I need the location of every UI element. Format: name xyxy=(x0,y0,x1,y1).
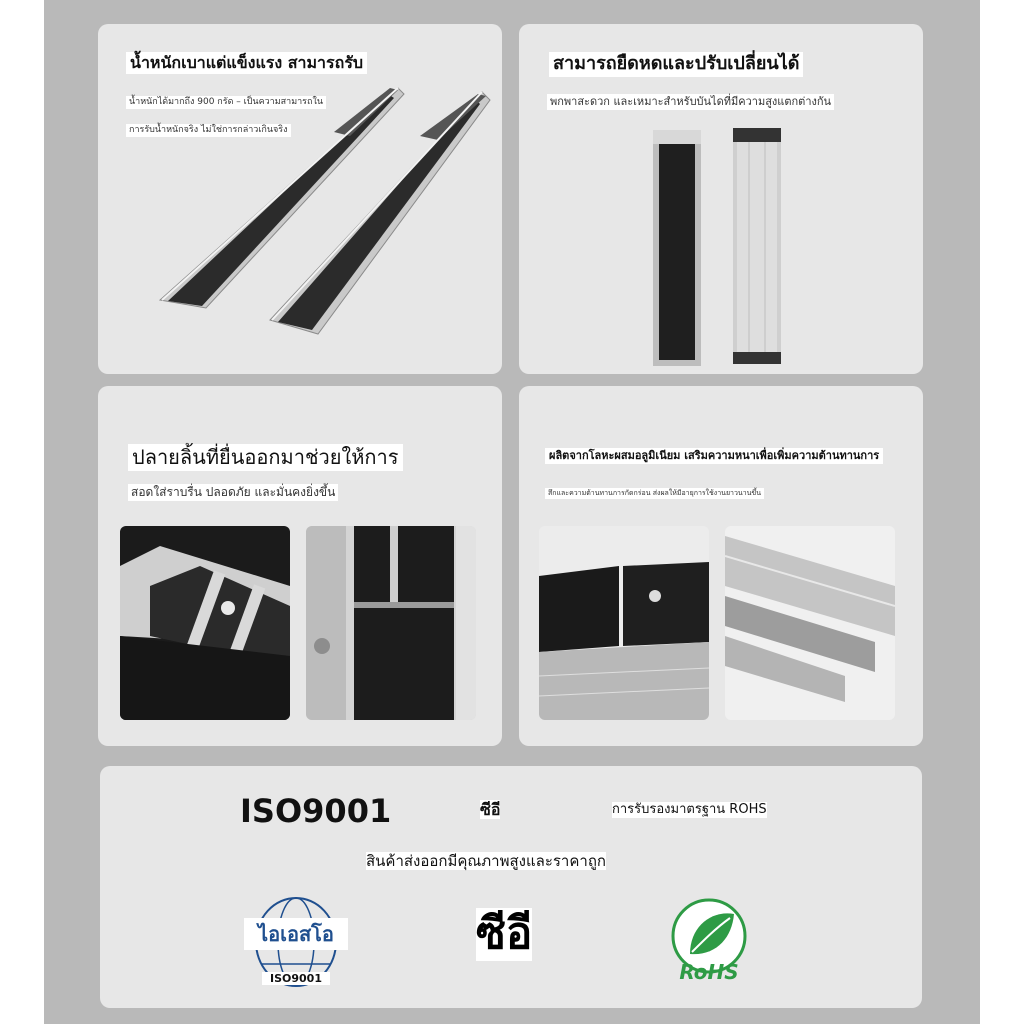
hinge-closeup-photo xyxy=(306,526,476,720)
aluminum-profile-photo xyxy=(725,526,895,720)
iso-logo xyxy=(240,894,352,994)
feature-text-line: สึกและความต้านทานการกัดกร่อน ส่งผลให้มีอายุการใช้งานยาวนานขึ้น xyxy=(545,488,764,499)
tagline: สินค้าส่งออกมีคุณภาพสูงและราคาถูก xyxy=(366,852,606,870)
feature-title: น้ำหนักเบาแต่แข็งแรง สามารถรับ xyxy=(126,52,367,74)
ramp-right xyxy=(270,92,490,334)
feature-title: ปลายลิ้นที่ยื่นออกมาช่วยให้การ xyxy=(128,444,403,471)
certifications-card xyxy=(100,766,922,1008)
rohs-logo-text: RoHS xyxy=(679,960,739,984)
feature-card-lightweight xyxy=(98,24,502,374)
rohs-logo xyxy=(666,896,752,992)
feature-text-line: การรับน้ำหนักจริง ไม่ใช่การกล่าวเกินจริง xyxy=(126,124,291,137)
folded-ramp-grip-side xyxy=(653,130,701,366)
feature-title: สามารถยืดหดและปรับเปลี่ยนได้ xyxy=(549,52,803,77)
ramp-left xyxy=(160,88,404,308)
feature-title: ผลิตจากโลหะผสมอลูมิเนียม เสริมความหนาเพื่อเพิ่มความต้านทานการ xyxy=(545,448,883,464)
ce-logo-text: ซีอี xyxy=(476,908,533,959)
iso-logo-sub: ISO9001 xyxy=(262,972,330,985)
tongue-closeup-photo xyxy=(120,526,290,720)
iso-logo-text: ไอเอสโอ xyxy=(244,918,348,950)
ramp-pair-image xyxy=(98,24,502,374)
feature-card-alloy xyxy=(519,386,923,746)
rohs-heading: การรับรองมาตรฐาน ROHS xyxy=(612,802,767,817)
folded-ramp-image xyxy=(519,24,923,374)
feature-text-line: พกพาสะดวก และเหมาะสำหรับบันไดที่มีความสูงแตกต่างกัน xyxy=(547,94,834,110)
feature-card-adjustable xyxy=(519,24,923,374)
iso-heading: ISO9001 xyxy=(240,792,392,830)
grip-edge-photo xyxy=(539,526,709,720)
feature-text-line: น้ำหนักได้มากถึง 900 กรัด – เป็นความสามารถใน xyxy=(126,96,326,109)
feature-card-tongue xyxy=(98,386,502,746)
feature-text-line: สอดใส่ราบรื่น ปลอดภัย และมั่นคงยิ่งขึ้น xyxy=(128,484,338,501)
folded-ramp-metal-side xyxy=(733,128,781,364)
ce-heading: ซีอี xyxy=(480,800,501,819)
ce-logo xyxy=(470,906,560,976)
